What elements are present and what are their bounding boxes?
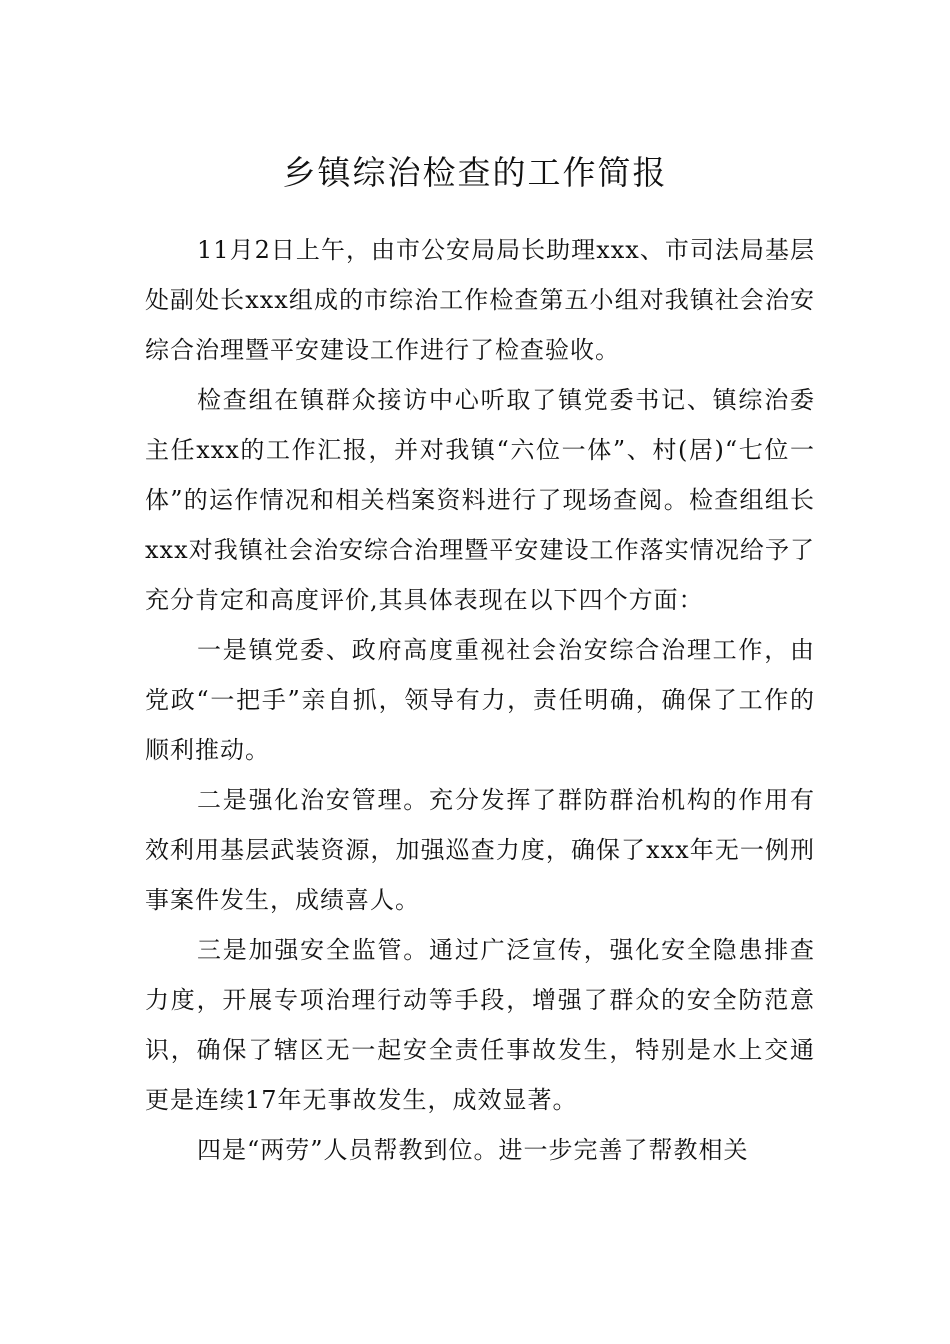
paragraph-4: 二是强化治安管理。充分发挥了群防群治机构的作用有效利用基层武装资源，加强巡查力度，确保了xxx年无一例刑事案件发生，成绩喜人。 (145, 786, 815, 914)
document-title: 乡镇综治检查的工作简报 (282, 153, 668, 193)
paragraph-6: 四是“两劳”人员帮教到位。进一步完善了帮教相关 (197, 1136, 749, 1164)
paragraph-1: 11月2日上午，由市公安局局长助理xxx、市司法局基层处副处长xxx组成的市综治工作检查第五小组对我镇社会治安综合治理暨平安建设工作进行了检查验收。 (145, 236, 815, 364)
paragraph-2: 检查组在镇群众接访中心听取了镇党委书记、镇综治委主任xxx的工作汇报，并对我镇“六位一体”、村(居)“七位一体”的运作情况和相关档案资料进行了现场查阅。检查组组长xxx对我镇社会治安综合治理暨平安建设工作落实情况给予了充分肯定和高度评价,其具体表现在以下四个方面： (145, 386, 815, 614)
paragraph-3: 一是镇党委、政府高度重视社会治安综合治理工作，由党政“一把手”亲自抓，领导有力，责任明确，确保了工作的顺利推动。 (145, 636, 815, 764)
document-body (145, 225, 815, 1175)
paragraph-5: 三是加强安全监管。通过广泛宣传，强化安全隐患排查力度，开展专项治理行动等手段，增强了群众的安全防范意识，确保了辖区无一起安全责任事故发生，特别是水上交通更是连续17年无事故发生，成效显著。 (145, 936, 815, 1114)
